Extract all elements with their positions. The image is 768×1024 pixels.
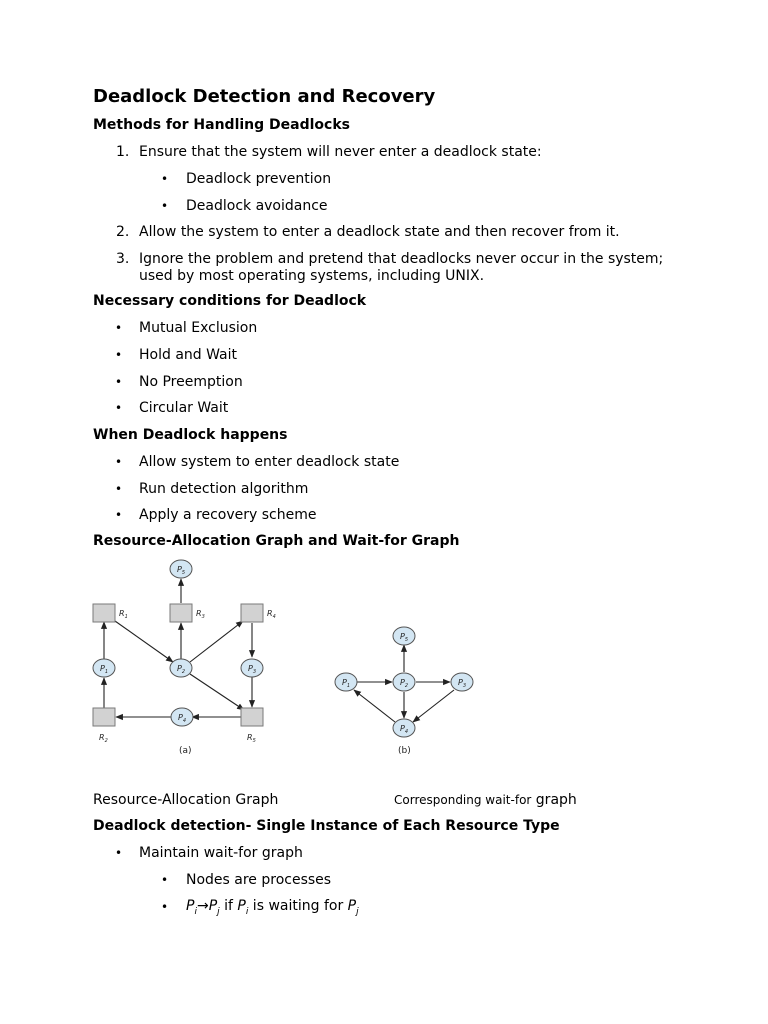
caption-right-small: Corresponding wait-for — [394, 793, 532, 807]
node-label: $P_1$ — [342, 678, 351, 689]
bullet-icon: • — [115, 348, 123, 362]
list-item: Deadlock avoidance — [186, 198, 328, 214]
list-item: Run detection algorithm — [139, 481, 309, 497]
resource-node-r1 — [93, 604, 115, 622]
node-label: $R_5$ — [247, 733, 256, 744]
list-number: 1. — [116, 144, 130, 160]
resource-allocation-graph — [93, 560, 276, 756]
list-item: Allow system to enter deadlock state — [139, 454, 400, 470]
node-label: $P_4$ — [400, 724, 409, 735]
bullet-icon: • — [161, 172, 169, 186]
list-item: Maintain wait-for graph — [139, 845, 303, 861]
edge-p2-r5 — [190, 674, 244, 710]
edge-rule-mid: if — [219, 898, 238, 914]
conditions-heading: Necessary conditions for Deadlock — [93, 293, 367, 309]
node-label: $P_3$ — [248, 664, 257, 675]
bullet-icon: • — [115, 375, 123, 389]
list-number: 2. — [116, 224, 130, 240]
figure-label-a: (a) — [179, 746, 192, 756]
resource-node-r2 — [93, 708, 115, 726]
edge-p4-p1 — [354, 690, 395, 722]
list-item: Deadlock prevention — [186, 171, 332, 187]
node-label: $P_5$ — [177, 565, 186, 576]
node-label: $P_3$ — [458, 678, 467, 689]
graph-figure — [88, 556, 478, 761]
detection-heading: Deadlock detection- Single Instance of Each Resource Type — [93, 818, 560, 834]
figure-label-b: (b) — [398, 746, 411, 756]
list-item: Nodes are processes — [186, 872, 332, 888]
edge-rule-tail: is waiting for — [248, 898, 348, 914]
list-item: Apply a recovery scheme — [139, 507, 317, 523]
bullet-icon: • — [115, 508, 123, 522]
bullet-icon: • — [115, 455, 123, 469]
bullet-icon: • — [115, 846, 123, 860]
edge-p3-p4 — [413, 690, 454, 722]
list-item: Circular Wait — [139, 400, 229, 416]
bullet-icon: • — [161, 900, 169, 914]
page-title: Deadlock Detection and Recovery — [93, 86, 436, 107]
node-label: $R_3$ — [196, 609, 205, 620]
edge-r1-p2 — [115, 621, 173, 662]
when-heading: When Deadlock happens — [93, 427, 288, 443]
bullet-icon: • — [161, 873, 169, 887]
node-label: $P_2$ — [400, 678, 409, 689]
graphs-heading: Resource-Allocation Graph and Wait-for Graph — [93, 533, 460, 549]
node-label: $P_2$ — [177, 664, 186, 675]
list-item: Ensure that the system will never enter a deadlock state: — [139, 144, 542, 160]
bullet-icon: • — [115, 482, 123, 496]
list-item-continuation: used by most operating systems, including UNIX. — [139, 268, 485, 284]
methods-heading: Methods for Handling Deadlocks — [93, 117, 350, 133]
wait-for-graph — [335, 627, 473, 756]
node-label: $P_5$ — [400, 632, 409, 643]
node-label: $R_1$ — [119, 609, 128, 620]
resource-node-r3 — [170, 604, 192, 622]
node-label: $R_2$ — [99, 733, 108, 744]
list-number: 3. — [116, 251, 130, 267]
list-item: Hold and Wait — [139, 347, 238, 363]
bullet-icon: • — [161, 199, 169, 213]
node-label: $R_4$ — [267, 609, 276, 620]
bullet-icon: • — [115, 321, 123, 335]
node-label: $P_4$ — [178, 713, 187, 724]
resource-node-r4 — [241, 604, 263, 622]
list-item: Ignore the problem and pretend that deadlocks never occur in the system; — [139, 251, 664, 267]
list-item: No Preemption — [139, 374, 243, 390]
caption-left: Resource-Allocation Graph — [93, 792, 279, 808]
edge-p2-r4 — [190, 621, 243, 662]
edge-rule-item: $P_i\to P_j$ if $P_i$ is waiting for $P_j$ — [186, 898, 359, 917]
resource-node-r5 — [241, 708, 263, 726]
list-item: Mutual Exclusion — [139, 320, 258, 336]
bullet-icon: • — [115, 401, 123, 415]
node-label: $P_1$ — [100, 664, 109, 675]
caption-right — [394, 792, 577, 808]
list-item: Allow the system to enter a deadlock state and then recover from it. — [139, 224, 620, 240]
arrow-glyph: → — [196, 898, 209, 914]
caption-right-large: graph — [535, 792, 577, 808]
